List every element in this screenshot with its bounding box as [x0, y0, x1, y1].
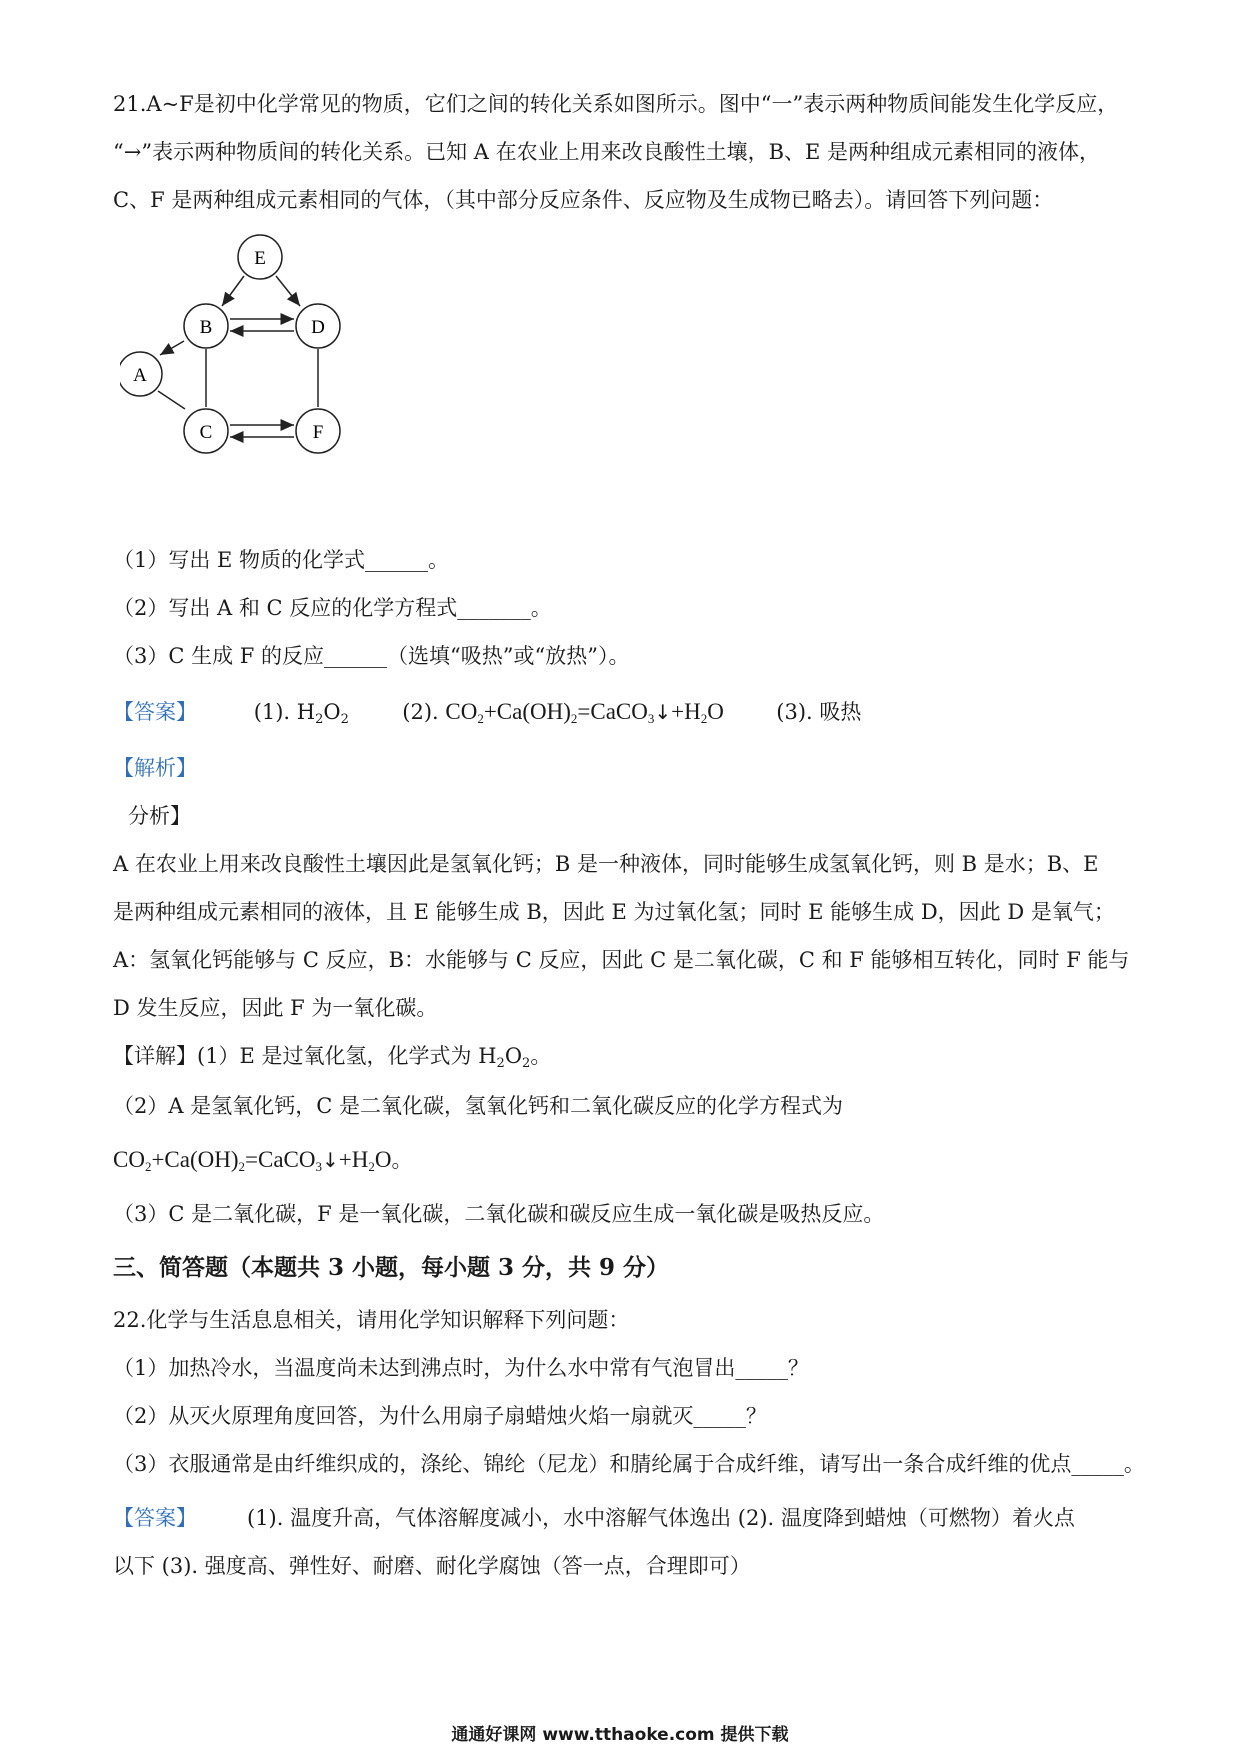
section-3-title: 三、简答题（本题共 3 小题，每小题 3 分，共 9 分） [113, 1254, 670, 1281]
answer-3: (3). 吸热 [776, 700, 862, 724]
node-c [184, 409, 228, 453]
analysis-p1: A 在农业上用来改良酸性土壤因此是氢氧化钙；B 是一种液体，同时能够生成氢氧化钙，则 B 是水；B、E [113, 852, 1099, 876]
node-f [296, 409, 340, 453]
q22-answer-line2: 以下 (3). 强度高、弹性好、耐磨、耐化学腐蚀（答一点，合理即可） [113, 1554, 751, 1578]
q21-stem-line3: C、F 是两种组成元素相同的气体，（其中部分反应条件、反应物及生成物已略去）。请回答下列问题： [113, 188, 1054, 212]
analysis-label: 【解析】 [113, 756, 197, 780]
detail-3: （3）C 是二氧化碳，F 是一氧化碳，二氧化碳和碳反应生成一氧化碳是吸热反应。 [113, 1202, 885, 1226]
q21-sub2: （2）写出 A 和 C 反应的化学方程式_______。 [113, 596, 552, 620]
analysis-heading: 分析】 [128, 804, 191, 828]
node-b [184, 304, 228, 348]
reaction-diagram-graph [120, 233, 400, 513]
answer-label: 【答案】 [113, 700, 197, 724]
q21-answer-row [113, 698, 861, 726]
node-b-label: B [199, 317, 213, 338]
q22-sub1: （1）加热冷水，当温度尚未达到沸点时，为什么水中常有气泡冒出_____？ [113, 1356, 809, 1380]
analysis-p4: D 发生反应，因此 F 为一氧化碳。 [113, 996, 438, 1020]
node-f-label: F [312, 422, 324, 443]
node-a-label: A [133, 365, 147, 386]
node-e-label: E [254, 248, 266, 269]
q21-sub3: （3）C 生成 F 的反应______（选填“吸热”或“放热”）。 [113, 644, 630, 668]
q22-answer-label: 【答案】 [113, 1506, 197, 1530]
q22-stem: 22.化学与生活息息相关，请用化学知识解释下列问题： [113, 1308, 630, 1332]
q21-stem-line2: “→”表示两种物质间的转化关系。已知 A 在农业上用来改良酸性土壤，B、E 是两种组成元素相同的液体， [113, 140, 1101, 164]
node-c-label: C [199, 422, 213, 443]
analysis-p3: A：氢氧化钙能够与 C 反应，B：水能够与 C 反应，因此 C 是二氧化碳，C 和 F 能够相互转化，同时 F 能与 [113, 948, 1130, 972]
node-e [238, 235, 282, 279]
node-a [120, 352, 162, 396]
detail-2-equation: $CO_2+Ca(OH)_2=CaCO_3↓+H_2O$。 [113, 1147, 413, 1174]
detail-1: 【详解】(1）E 是过氧化氢，化学式为 $H_2O_2$。 [113, 1044, 552, 1071]
q21-sub1: （1）写出 E 物质的化学式______。 [113, 548, 450, 572]
analysis-p2: 是两种组成元素相同的液体，且 E 能够生成 B，因此 E 为过氧化氢；同时 E 能够生成 D，因此 D 是氧气； [113, 900, 1115, 924]
q22-sub2: （2）从灭火原理角度回答，为什么用扇子扇蜡烛火焰一扇就灭_____？ [113, 1404, 767, 1428]
answer-1: (1). $H_2O_2$ [253, 700, 349, 727]
q21-stem-line1: 21.A~F是初中化学常见的物质，它们之间的转化关系如图所示。图中“一”表示两种物质间能发生化学反应， [113, 92, 1119, 116]
detail-2: （2）A 是氢氧化钙，C 是二氧化碳，氢氧化钙和二氧化碳反应的化学方程式为 [113, 1094, 843, 1118]
node-d-label: D [311, 317, 325, 338]
q22-answer-line1: (1). 温度升高，气体溶解度减小，水中溶解气体逸出 (2). 温度降到蜡烛（可燃物）着火点 [247, 1506, 1075, 1530]
q22-sub3: （3）衣服通常是由纤维织成的，涤纶、锦纶（尼龙）和腈纶属于合成纤维，请写出一条合成纤维的优点_____。 [113, 1452, 1145, 1476]
answer-2-label: (2). [402, 700, 439, 724]
page-footer: 通通好课网 www.tthaoke.com 提供下载 [451, 1725, 789, 1745]
q22-answer-row [113, 1504, 1075, 1532]
answer-2-equation: $CO_2+Ca(OH)_2=CaCO_3↓+H_2O$ [445, 699, 724, 726]
node-d [296, 304, 340, 348]
